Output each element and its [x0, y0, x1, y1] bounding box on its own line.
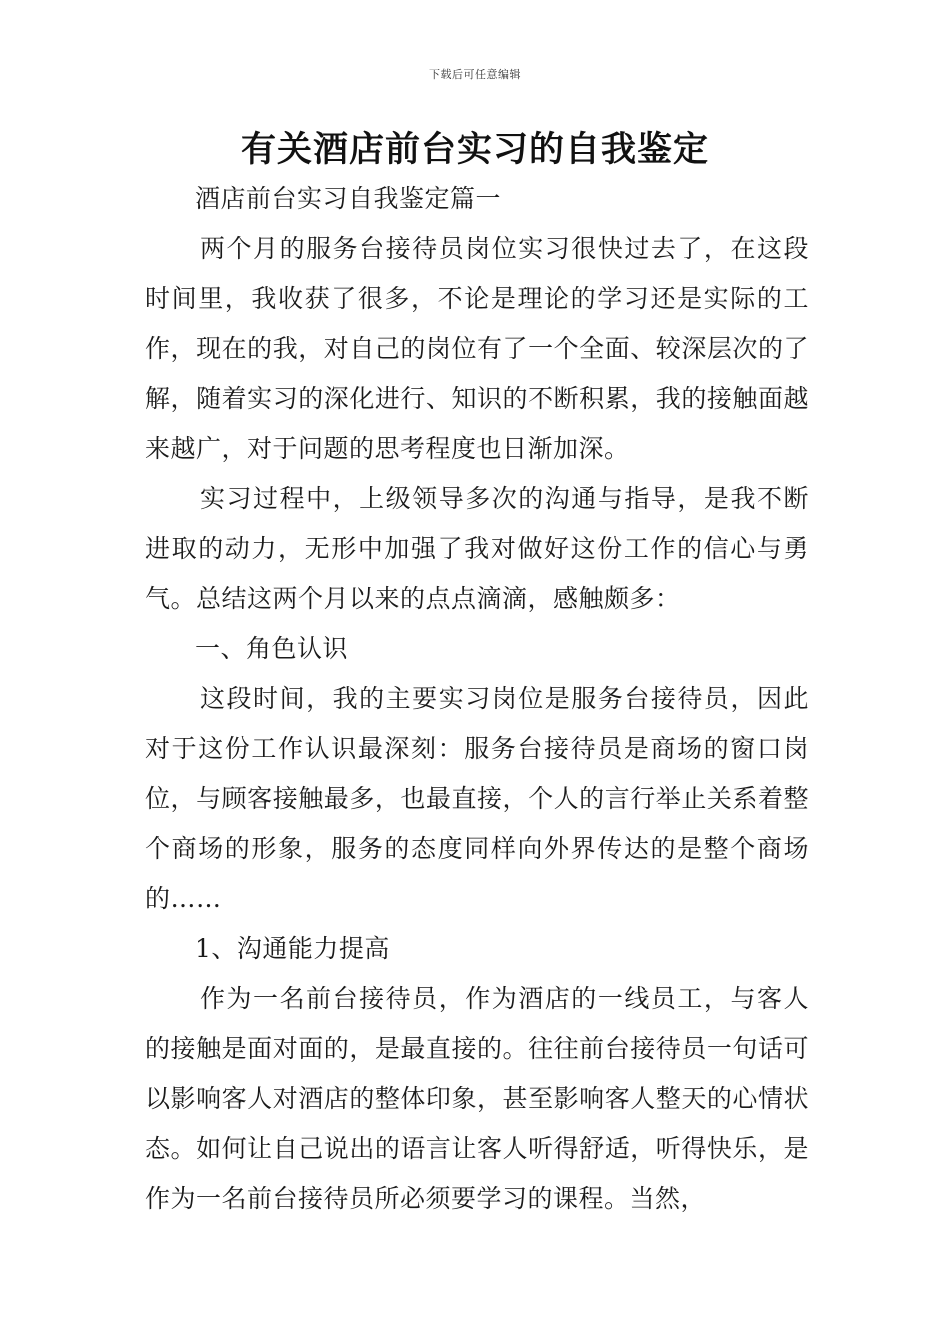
- paragraph: 两个月的服务台接待员岗位实习很快过去了，在这段时间里，我收获了很多，不论是理论的学习还是实际的工作，现在的我，对自己的岗位有了一个全面、较深层次的了解，随着实习的深化进行、知识的不断积累，我的接触面越来越广，对于问题的思考程度也日渐加深。: [145, 234, 809, 463]
- document-body: [145, 174, 809, 1224]
- paragraph: 实习过程中，上级领导多次的沟通与指导，是我不断进取的动力，无形中加强了我对做好这份工作的信心与勇气。总结这两个月以来的点点滴滴，感触颇多：: [145, 484, 809, 613]
- section-heading: 1、沟通能力提高: [195, 934, 390, 963]
- document-title: 有关酒店前台实习的自我鉴定: [240, 130, 709, 170]
- paragraph: 作为一名前台接待员，作为酒店的一线员工，与客人的接触是面对面的，是最直接的。往往前台接待员一句话可以影响客人对酒店的整体印象，甚至影响客人整天的心情状态。如何让自己说出的语言让客人听得舒适，听得快乐，是作为一名前台接待员所必须要学习的课程。当然，: [145, 984, 809, 1213]
- section-heading: 酒店前台实习自我鉴定篇一: [195, 184, 502, 213]
- paragraph: 这段时间，我的主要实习岗位是服务台接待员，因此对于这份工作认识最深刻：服务台接待员是商场的窗口岗位，与顾客接触最多，也最直接，个人的言行举止关系着整个商场的形象，服务的态度同样向外界传达的是整个商场的……: [145, 684, 809, 913]
- section-heading: 一、角色认识: [195, 634, 349, 663]
- header-note: 下载后可任意编辑: [429, 68, 521, 81]
